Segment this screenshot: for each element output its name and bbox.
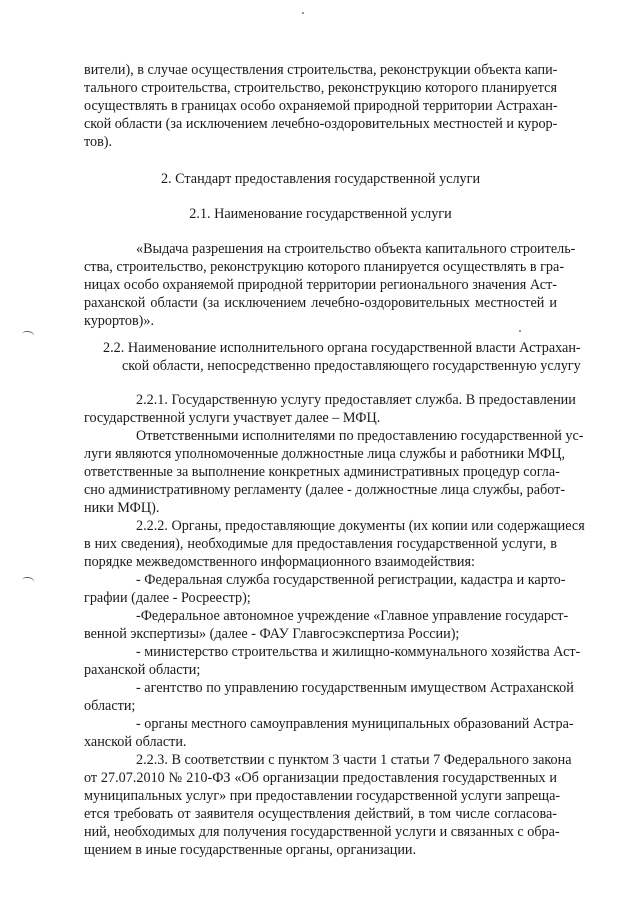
text-line: курортов)». — [84, 313, 155, 329]
text-line: от 27.07.2010 № 210-ФЗ «Об организации предоставления государственных и — [84, 770, 557, 786]
text-line: раханской области (за исключением лечебно-оздоровительных местностей и — [84, 295, 557, 311]
text-line: муниципальных услуг» при предоставлении государственной услуги запреща- — [84, 788, 561, 804]
text-line: - органы местного самоуправления муниципальных образований Астра- — [136, 716, 574, 732]
text-line: ницах особо охраняемой природной территории регионального значения Аст- — [84, 277, 557, 293]
text-line: вители), в случае осуществления строительства, реконструкции объекта капи- — [84, 62, 558, 78]
text-line: - агентство по управлению государственным имуществом Астраханской — [136, 680, 574, 696]
text-line: - Федеральная служба государственной регистрации, кадастра и карто- — [136, 572, 566, 588]
text-line: венной экспертизы» (далее - ФАУ Главгосэкспертиза России); — [84, 626, 460, 642]
text-line: тов). — [84, 134, 113, 150]
text-line: ответственные за выполнение конкретных административных процедур согла- — [84, 464, 560, 480]
text-line: ханской области. — [84, 734, 187, 750]
text-line: сно административному регламенту (далее - должностные лица службы, работ- — [84, 482, 566, 498]
text-line: -Федеральное автономное учреждение «Главное управление государст- — [136, 608, 569, 624]
text-line: Ответственными исполнителями по предоставлению государственной ус- — [136, 428, 584, 444]
text-line: ники МФЦ). — [84, 500, 160, 516]
text-line: ской области (за исключением лечебно-оздоровительных местностей и курор- — [84, 116, 558, 132]
text-line: в них сведения), необходимые для предоставления государственной услуги, в — [84, 536, 557, 552]
text-line: 2.2. Наименование исполнительного органа государственной власти Астрахан- — [103, 340, 581, 356]
text-line: 2. Стандарт предоставления государственной услуги — [160, 171, 481, 187]
text-line: ской области, непосредственно предоставляющего государственную услугу — [122, 358, 581, 374]
text-line: 2.2.1. Государственную услугу предоставляет служба. В предоставлении — [136, 392, 576, 408]
text-line: порядке межведомственного информационного взаимодействия: — [84, 554, 475, 570]
text-line: государственной услуги участвует далее – МФЦ. — [84, 410, 381, 426]
text-line: ства, строительство, реконструкцию которого планируется осуществлять в гра- — [84, 259, 565, 275]
text-line: луги являются уполномоченные должностные лица службы и работники МФЦ, — [84, 446, 566, 462]
binding-hole-mark-upper — [22, 330, 35, 340]
text-line: тального строительства, строительство, реконструкцию которого планируется — [84, 80, 557, 96]
text-line: 2.1. Наименование государственной услуги — [189, 206, 452, 222]
text-line: ний, необходимых для получения государственной услуги и связанных с обра- — [84, 824, 560, 840]
text-line: 2.2.3. В соответствии с пунктом 3 части 1 статьи 7 Федерального закона — [136, 752, 572, 768]
scan-speck — [519, 330, 521, 332]
text-line: области; — [84, 698, 136, 714]
text-line: осуществлять в границах особо охраняемой природной территории Астрахан- — [84, 98, 558, 114]
text-line: раханской области; — [84, 662, 201, 678]
text-line: 2.2.2. Органы, предоставляющие документы (их копии или содержащиеся — [136, 518, 585, 534]
text-line: «Выдача разрешения на строительство объекта капитального строитель- — [136, 241, 576, 257]
binding-hole-mark-lower — [22, 576, 35, 586]
scan-speck — [302, 12, 304, 14]
text-line: графии (далее - Росреестр); — [84, 590, 251, 606]
text-line: щением в иные государственные органы, организации. — [84, 842, 417, 858]
text-line: - министерство строительства и жилищно-коммунального хозяйства Аст- — [136, 644, 581, 660]
text-line: ется требовать от заявителя осуществления действий, в том числе согласова- — [84, 806, 557, 822]
